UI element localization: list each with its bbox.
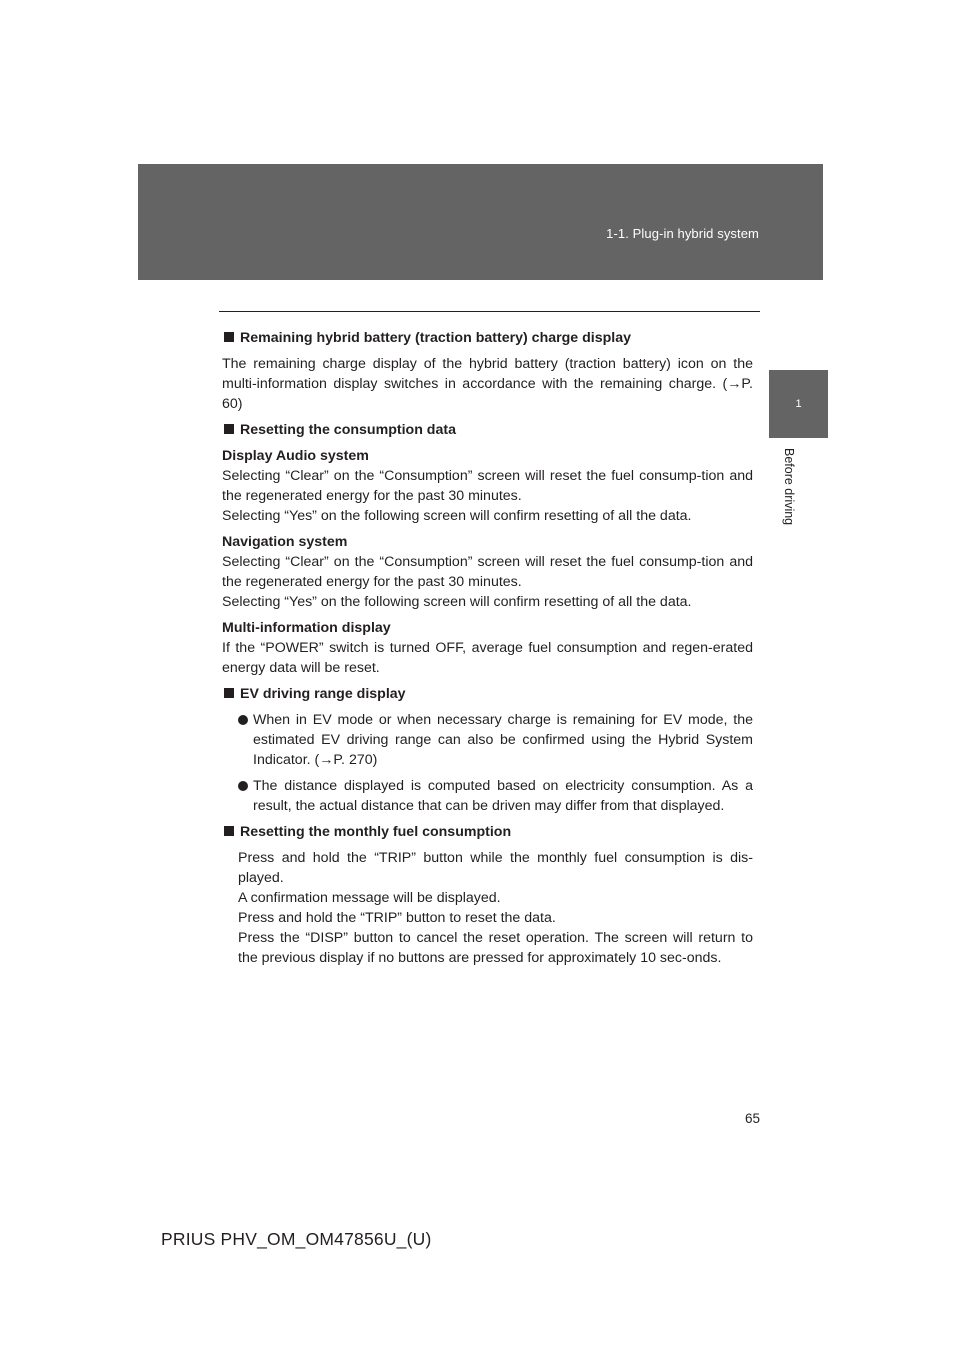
subsection-title: Navigation system <box>222 534 348 550</box>
section-heading-text: EV driving range display <box>240 686 406 702</box>
section-title: 1-1. Plug-in hybrid system <box>606 226 759 241</box>
subsection-line: Selecting “Yes” on the following screen will confirm resetting of all the data. <box>222 594 692 610</box>
subsection-line: Selecting “Clear” on the “Consumption” screen will reset the fuel consump-tion and the regenerated energy for the past 30 minutes. <box>222 554 753 590</box>
header-rule <box>219 311 760 312</box>
section-resetting-consumption-data <box>222 420 753 678</box>
header-band <box>138 164 823 280</box>
list-item-text: The distance displayed is computed based on electricity consumption. As a result, the actual distance that can be driven may differ from that displayed. <box>253 778 753 814</box>
square-bullet-icon <box>224 826 234 836</box>
section-heading-text: Resetting the monthly fuel consumption <box>240 824 512 840</box>
section-monthly-fuel-consumption <box>222 822 753 968</box>
paragraph <box>238 848 753 968</box>
circle-bullet-icon <box>238 715 248 725</box>
paragraph-line: A confirmation message will be displayed. <box>238 890 501 906</box>
subsection-title: Multi-information display <box>222 620 391 636</box>
section-heading-text: Remaining hybrid battery (traction battery) charge display <box>240 330 632 346</box>
subsection-line: Selecting “Clear” on the “Consumption” screen will reset the fuel consump-tion and the regenerated energy for the past 30 minutes. <box>222 468 753 504</box>
section-heading <box>222 822 753 842</box>
document-id: PRIUS PHV_OM_OM47856U_(U) <box>161 1229 432 1249</box>
paragraph: The remaining charge display of the hybrid battery (traction battery) icon on the multi-information display switches in accordance with the remaining charge. (→P. 60) <box>222 356 753 412</box>
page-number: 65 <box>744 1111 760 1126</box>
square-bullet-icon <box>224 424 234 434</box>
section-ev-driving-range <box>222 684 753 816</box>
subsection-line: If the “POWER” switch is turned OFF, average fuel consumption and regen-erated energy data will be reset. <box>222 640 753 676</box>
chapter-tab: 1 <box>769 370 828 438</box>
square-bullet-icon <box>224 688 234 698</box>
subsection-display-audio <box>222 446 753 526</box>
section-heading-text: Resetting the consumption data <box>240 422 456 438</box>
paragraph-line: Press and hold the “TRIP” button while the monthly fuel consumption is dis-played. <box>238 850 753 886</box>
section-heading <box>222 420 753 440</box>
page-content <box>222 328 753 974</box>
circle-bullet-icon <box>238 781 248 791</box>
chapter-label: Before driving <box>782 448 796 526</box>
section-heading <box>222 328 753 348</box>
subsection-multi-information <box>222 618 753 678</box>
paragraph-line: Press and hold the “TRIP” button to reset the data. <box>238 910 556 926</box>
section-battery-charge-display <box>222 328 753 414</box>
subsection-navigation <box>222 532 753 612</box>
subsection-title: Display Audio system <box>222 448 369 464</box>
section-heading <box>222 684 753 704</box>
subsection-line: Selecting “Yes” on the following screen will confirm resetting of all the data. <box>222 508 692 524</box>
paragraph-line: Press the “DISP” button to cancel the reset operation. The screen will return to the previous display if no buttons are pressed for approximately 10 sec-onds. <box>238 930 753 966</box>
list-item <box>238 776 753 816</box>
list-item <box>238 710 753 770</box>
list-item-text: When in EV mode or when necessary charge is remaining for EV mode, the estimated EV driving range can also be confirmed using the Hybrid System Indicator. (→P. 270) <box>253 712 753 768</box>
square-bullet-icon <box>224 332 234 342</box>
